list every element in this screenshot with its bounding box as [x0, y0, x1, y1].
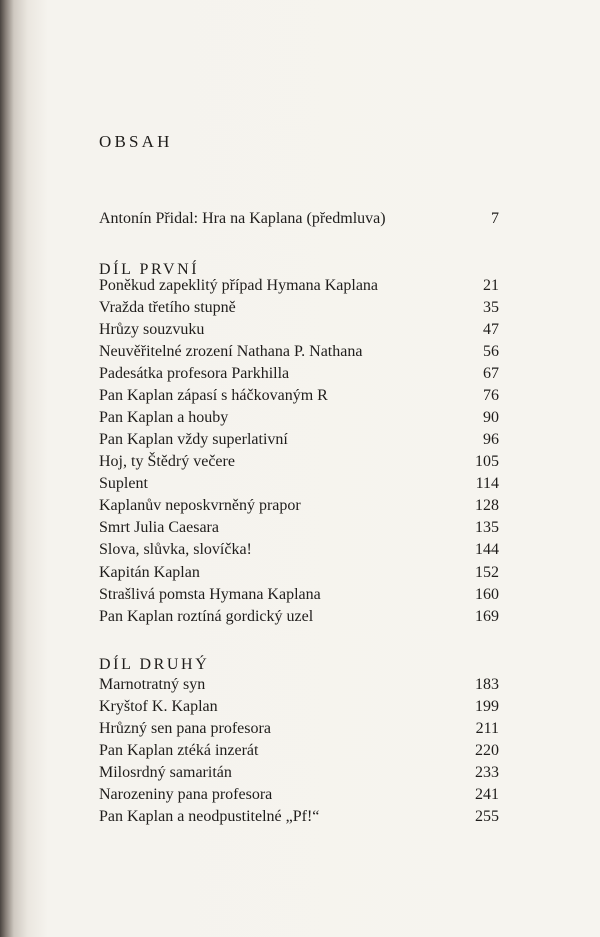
entry-page-number: 220 [475, 742, 499, 759]
toc-entry [99, 365, 499, 387]
entry-page-number: 241 [475, 786, 499, 803]
preface-entry [99, 210, 499, 232]
entry-page-number: 56 [483, 343, 499, 360]
entry-page-number: 152 [475, 564, 499, 581]
entry-title: Pan Kaplan roztíná gordický uzel [99, 608, 314, 625]
entry-title: Pan Kaplan zápasí s háčkovaným R [99, 387, 328, 404]
entry-title: Kryštof K. Kaplan [99, 698, 218, 715]
entry-title: Pan Kaplan a neodpustitelné „Pf!“ [99, 808, 320, 825]
toc-entry [99, 277, 499, 299]
entry-page-number: 233 [475, 764, 499, 781]
entry-title: Kaplanův neposkvrněný prapor [99, 497, 301, 514]
toc-entry [99, 497, 499, 519]
entry-page-number: 76 [483, 387, 499, 404]
show-through-texture [8, 70, 38, 260]
entry-title: Pan Kaplan a houby [99, 409, 229, 426]
entry-page-number: 90 [483, 409, 499, 426]
entry-page-number: 114 [475, 475, 499, 492]
toc-entry [99, 343, 499, 365]
part-one-heading: DÍL PRVNÍ [99, 261, 200, 278]
entry-page-number: 67 [483, 365, 499, 382]
entry-title: Marnotratný syn [99, 676, 206, 693]
entry-title: Neuvěřitelné zrození Nathana P. Nathana [99, 343, 363, 360]
part-two-heading: DÍL DRUHÝ [99, 656, 210, 673]
entry-title: Narozeniny pana profesora [99, 786, 273, 803]
toc-entry [99, 453, 499, 475]
toc-entry [99, 698, 499, 720]
entry-page-number: 211 [475, 720, 499, 737]
toc-entry [99, 475, 499, 497]
toc-entry [99, 676, 499, 698]
toc-entry [99, 608, 499, 630]
entry-title: Hrůzný sen pana profesora [99, 720, 271, 737]
entry-title: Hrůzy souzvuku [99, 321, 205, 338]
entry-page-number: 183 [475, 676, 499, 693]
toc-entry [99, 786, 499, 808]
toc-entry [99, 541, 499, 563]
entry-title: Hoj, ty Štědrý večere [99, 453, 235, 470]
entry-page-number: 144 [475, 541, 499, 558]
entry-title: Smrt Julia Caesara [99, 519, 219, 536]
toc-entry [99, 764, 499, 786]
entry-page-number: 199 [475, 698, 499, 715]
toc-entry [99, 586, 499, 608]
entry-title: Poněkud zapeklitý případ Hymana Kaplana [99, 277, 379, 294]
entry-title: Suplent [99, 475, 148, 492]
entry-title: Pan Kaplan ztéká inzerát [99, 742, 259, 759]
entry-page-number: 160 [475, 586, 499, 603]
toc-entry [99, 299, 499, 321]
entry-title: Antonín Přidal: Hra na Kaplana (předmluva) [99, 210, 386, 227]
entry-title: Kapitán Kaplan [99, 564, 200, 581]
entry-title: Slova, slůvka, slovíčka! [99, 541, 252, 558]
entry-page-number: 169 [475, 608, 499, 625]
toc-entry [99, 431, 499, 453]
entry-page-number: 255 [475, 808, 499, 825]
toc-entry [99, 321, 499, 343]
entry-page-number: 7 [491, 210, 499, 227]
toc-entry [99, 742, 499, 764]
entry-page-number: 21 [483, 277, 499, 294]
toc-entry [99, 409, 499, 431]
entry-title: Vražda třetího stupně [99, 299, 236, 316]
entry-page-number: 47 [483, 321, 499, 338]
entry-page-number: 105 [475, 453, 499, 470]
entry-page-number: 96 [483, 431, 499, 448]
entry-title: Pan Kaplan vždy superlativní [99, 431, 288, 448]
contents-heading: OBSAH [99, 132, 173, 151]
entry-title: Strašlivá pomsta Hymana Kaplana [99, 586, 321, 603]
entry-page-number: 128 [475, 497, 499, 514]
entry-page-number: 135 [475, 519, 499, 536]
toc-entry [99, 564, 499, 586]
entry-title: Milosrdný samaritán [99, 764, 232, 781]
toc-entry [99, 519, 499, 541]
toc-entry [99, 720, 499, 742]
toc-entry [99, 808, 499, 830]
entry-title: Padesátka profesora Parkhilla [99, 365, 290, 382]
entry-page-number: 35 [483, 299, 499, 316]
toc-entry [99, 387, 499, 409]
